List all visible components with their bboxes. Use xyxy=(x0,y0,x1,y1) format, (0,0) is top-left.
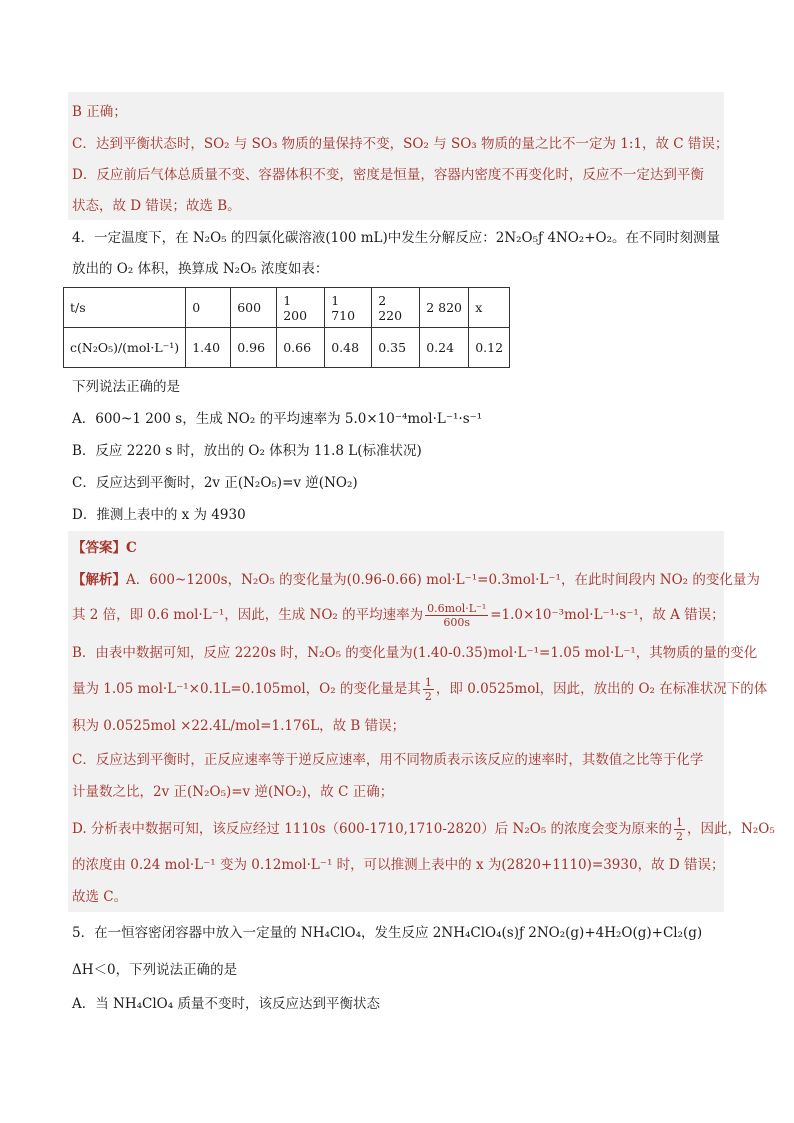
explanation-b-line2 xyxy=(72,672,767,706)
table-cell: 0.48 xyxy=(325,328,372,368)
explanation-b-line1: B．由表中数据可知，反应 2220s 时，N₂O₅ 的变化量为(1.40-0.35)mol·L⁻¹=1.05 mol·L⁻¹，其物质的量的变化 xyxy=(72,645,758,661)
q4-option-c: C．反应达到平衡时，2v 正(N₂O₅)=v 逆(NO₂) xyxy=(72,475,358,491)
explanation-conclusion: 故选 C。 xyxy=(72,889,128,905)
q5-stem-line2: ΔH＜0，下列说法正确的是 xyxy=(72,962,238,978)
prev-answer-b: B 正确； xyxy=(72,104,127,120)
explanation-a-line2 xyxy=(72,598,725,632)
fraction-denominator: 600s xyxy=(443,616,470,629)
half-fraction xyxy=(674,816,685,843)
explanation-text: A．600~1200s，N₂O₅ 的变化量为(0.96-0.66) mol·L⁻¹=0.3mol·L⁻¹，在此时间段内 NO₂ 的变化量为 xyxy=(126,572,760,588)
table-cell: 2 220 xyxy=(372,288,420,328)
prev-answer-d1: D．反应前后气体总质量不变、容器体积不变，密度是恒量，容器内密度不再变化时，反应不一定达到平衡 xyxy=(72,167,704,183)
q4-option-d: D．推测上表中的 x 为 4930 xyxy=(72,507,246,523)
explanation-tag: 【解析】 xyxy=(72,572,126,588)
explanation-c-line1: C．反应达到平衡时，正反应速率等于逆反应速率，用不同物质表示该反应的速率时，其数值之比等于化学 xyxy=(72,752,704,768)
table-row xyxy=(64,288,510,328)
table-cell: 0 xyxy=(186,288,231,328)
explanation-text: D. 分析表中数据可知，该反应经过 1110s（600-1710,1710-2820）后 N₂O₅ 的浓度会变为原来的 xyxy=(72,821,673,837)
prev-answer-d2: 状态，故 D 错误；故选 B。 xyxy=(72,198,241,214)
explanation-a-line1 xyxy=(72,570,760,590)
fraction-denominator: 2 xyxy=(424,690,432,703)
fraction-numerator: 1 xyxy=(676,816,684,829)
q4-option-a: A．600~1 200 s，生成 NO₂ 的平均速率为 5.0×10⁻⁴mol·L⁻¹·s⁻¹ xyxy=(72,411,483,427)
fraction-numerator: 1 xyxy=(424,676,432,689)
q5-stem-line1: 5．在一恒容密闭容器中放入一定量的 NH₄ClO₄，发生反应 2NH₄ClO₄(s)ƒ 2NO₂(g)+4H₂O(g)+Cl₂(g) xyxy=(72,925,703,941)
prev-answer-c: C．达到平衡状态时，SO₂ 与 SO₃ 物质的量保持不变，SO₂ 与 SO₃ 物质的量之比不一定为 1:1，故 C 错误； xyxy=(72,136,729,152)
q4-prompt: 下列说法正确的是 xyxy=(72,379,180,395)
explanation-text: =1.0×10⁻³mol·L⁻¹·s⁻¹，故 A 错误； xyxy=(490,607,725,623)
explanation-text: ，即 0.0525mol，因此，放出的 O₂ 在标准状况下的体 xyxy=(435,681,768,697)
explanation-text: 量为 1.05 mol·L⁻¹×0.1L=0.105mol，O₂ 的变化量是其 xyxy=(72,681,421,697)
q5-option-a: A．当 NH₄ClO₄ 质量不变时，该反应达到平衡状态 xyxy=(72,996,380,1012)
table-cell: 1 200 xyxy=(277,288,325,328)
table-cell: 0.12 xyxy=(469,328,510,368)
table-cell: 0.35 xyxy=(372,328,420,368)
half-fraction xyxy=(423,676,434,703)
explanation-d-line1 xyxy=(72,812,775,846)
table-cell: 0.66 xyxy=(277,328,325,368)
table-cell: c(N₂O₅)/(mol·L⁻¹) xyxy=(64,328,186,368)
table-cell: 600 xyxy=(231,288,277,328)
explanation-text: 其 2 倍，即 0.6 mol·L⁻¹，因此，生成 NO₂ 的平均速率为 xyxy=(72,607,424,623)
fraction-numerator: 0.6mol·L⁻¹ xyxy=(427,602,487,615)
q4-stem-line2: 放出的 O₂ 体积，换算成 N₂O₅ 浓度如表： xyxy=(72,261,329,277)
answer-label: 【答案】C xyxy=(72,540,137,556)
explanation-text: ，因此，N₂O₅ xyxy=(687,821,775,837)
table-cell: 1 710 xyxy=(325,288,372,328)
table-cell: x xyxy=(469,288,510,328)
table-cell: 1.40 xyxy=(186,328,231,368)
explanation-c-line2: 计量数之比，2v 正(N₂O₅)=v 逆(NO₂)，故 C 正确； xyxy=(72,784,394,800)
fraction-denominator: 2 xyxy=(676,830,684,843)
table-cell: 2 820 xyxy=(420,288,469,328)
table-cell: 0.96 xyxy=(231,328,277,368)
concentration-table xyxy=(63,287,510,368)
rate-fraction xyxy=(425,602,488,629)
table-row xyxy=(64,328,510,368)
q4-stem-line1: 4．一定温度下，在 N₂O₅ 的四氯化碳溶液(100 mL)中发生分解反应：2N₂O₅ƒ 4NO₂+O₂。在不同时刻测量 xyxy=(72,230,720,246)
table-cell: 0.24 xyxy=(420,328,469,368)
explanation-b-line3: 积为 0.0525mol ×22.4L/mol=1.176L，故 B 错误； xyxy=(72,718,406,734)
explanation-d-line2: 的浓度由 0.24 mol·L⁻¹ 变为 0.12mol·L⁻¹ 时，可以推测上表中的 x 为(2820+1110)=3930，故 D 错误； xyxy=(72,857,725,873)
q4-option-b: B．反应 2220 s 时，放出的 O₂ 体积为 11.8 L(标准状况) xyxy=(72,443,422,459)
table-cell: t/s xyxy=(64,288,186,328)
